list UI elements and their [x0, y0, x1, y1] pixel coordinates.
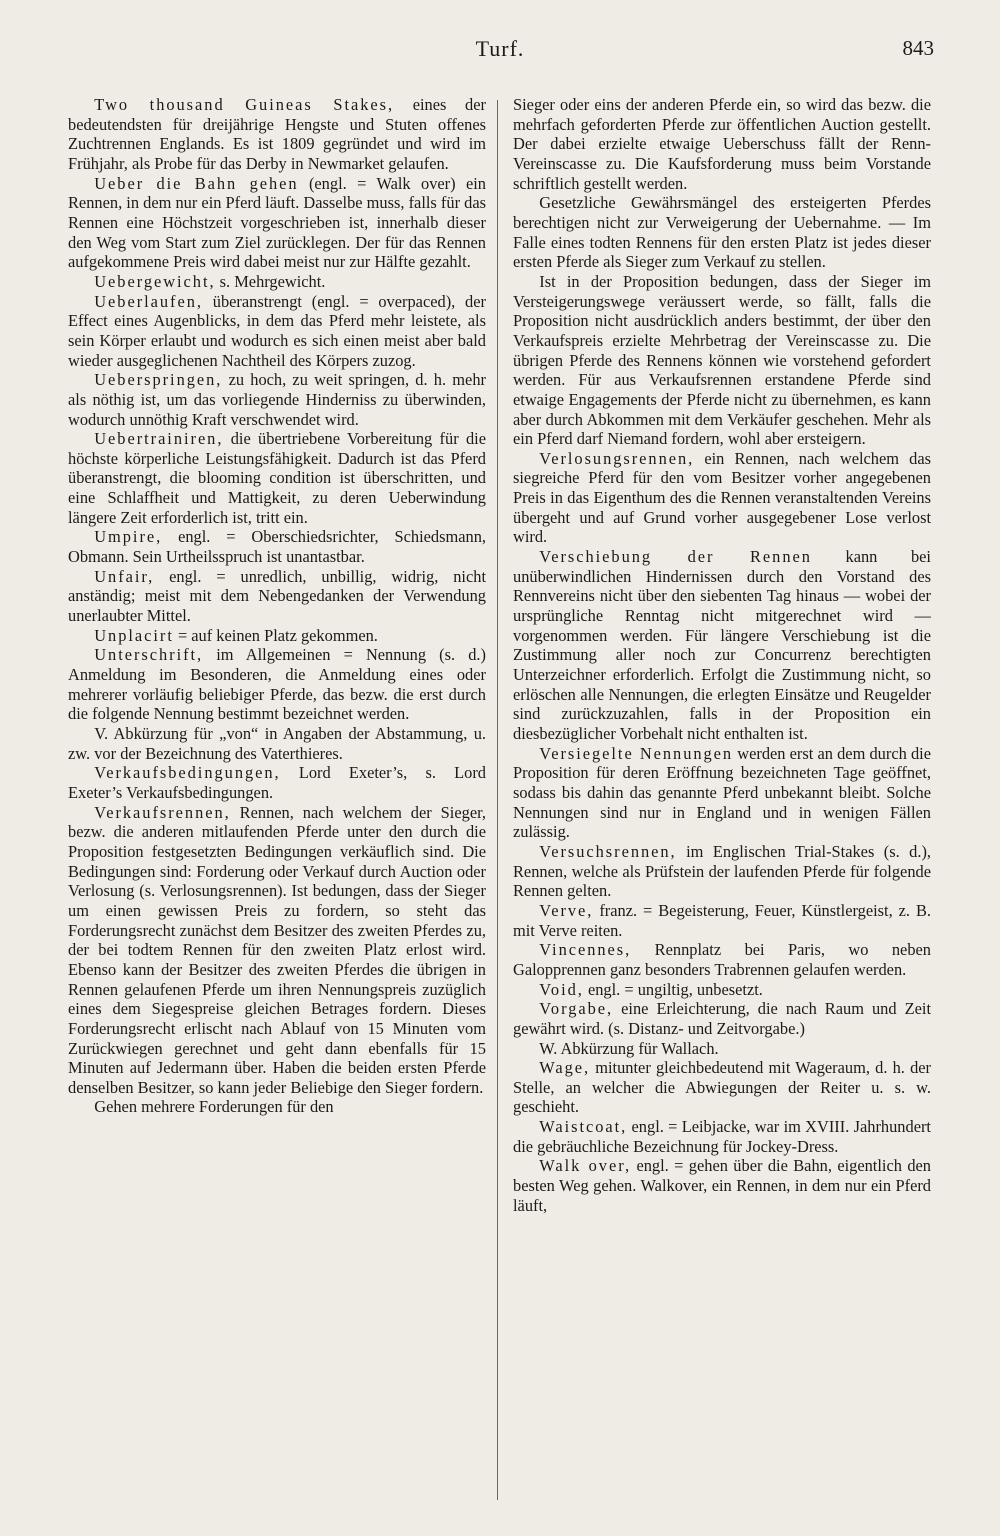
- entry-headword: Uebertrainiren,: [94, 429, 224, 449]
- dictionary-entry: [68, 429, 486, 527]
- dictionary-entry: [68, 1097, 486, 1117]
- entry-headword: Verkaufsrennen,: [94, 802, 231, 822]
- entry-text: Rennen, nach welchem der Sieger, bezw. die anderen mitlaufenden Pferde unter den durch die Proposition festgesetzten Bedingungen verkäuflich sind. Die Bedingungen sind: Forderung oder Verkauf durch Auction oder Verlosung (s. Verlosungsrennen). Ist bedungen, dass der Sieger um einen gewissen Preis zu fordern, so steht das Forderungsrecht zunächst dem Besitzer des zweiten Pferdes zu, der bei todtem Rennen für den zweiten Platz erlost wird. Ebenso kann der Besitzer des zweiten Pferdes die übrigen in Rennen gelaufenen Pferde um ihren Nennungspreis zuzüglich eines dem Siegespreise gleichen Betrages fordern. Dieses Forderungsrecht erlischt nach Ablauf von 15 Minuten vom Zurückwiegen gerechnet und geht dann ebenfalls für 15 Minuten auf Jedermann über. Haben die beiden ersten Pferde denselben Besitzer, so kann jeder Beliebige den Sieger fordern.: [68, 802, 486, 1097]
- column-divider: [497, 100, 498, 1500]
- entry-text: s. Mehrgewicht.: [215, 271, 326, 291]
- entry-text: die übertriebene Vorbereitung für die höchste körperliche Leistungsfähigkeit. Dadurch ist das Pferd überanstrengt, die blooming condition ist überschritten, und eine Schlaffheit und Mattigkeit, zu deren Ueberwindung längere Zeit erforderlich ist, tritt ein.: [68, 429, 486, 527]
- entry-text: Lord Exeter’s, s. Lord Exeter’s Verkaufsbedingungen.: [68, 763, 486, 802]
- entry-headword: Verschiebung der Rennen: [539, 547, 812, 567]
- entry-text: eines der bedeutendsten für dreijährige Hengste und Stuten offenes Zuchtrennen Englands. Es ist 1809 gegründet und wird im Frühjahr, als Probe für das Derby in Newmarket gelaufen.: [68, 95, 486, 173]
- dictionary-entry: [68, 95, 486, 174]
- dictionary-entry: [68, 272, 486, 292]
- dictionary-entry: [68, 724, 486, 763]
- entry-headword: Unterschrift,: [94, 645, 204, 665]
- running-title: Turf.: [475, 36, 525, 61]
- entry-headword: Ueberspringen,: [94, 370, 223, 390]
- dictionary-entry: [68, 626, 486, 646]
- entry-headword: Unplacirt: [94, 625, 174, 645]
- dictionary-entry: [68, 763, 486, 802]
- entry-text: im Allgemeinen = Nennung (s. d.) Anmeldung im Besonderen, die Anmeldung eines oder mehrerer vorläufig beliebiger Pferde, das bezw. die erst durch die folgende Nennung bestimmt bezeichnet werden.: [68, 645, 486, 724]
- entry-text: W. Abkürzung für Wallach.: [539, 1038, 719, 1058]
- entry-text: franz. = Begeisterung, Feuer, Künstlergeist, z. B. mit Verve reiten.: [513, 900, 931, 940]
- entry-headword: Walk over,: [539, 1156, 632, 1176]
- entry-text: (engl. = Walk over) ein Rennen, in dem nur ein Pferd läuft. Dasselbe muss, falls für das Rennen eine Höchstzeit vorgeschrieben ist, innerhalb dieser den Weg vom Start zum Ziel zurücklegen. Der für das Rennen aufgekommene Preis wird dabei meist nur zur Hälfte gezahlt.: [68, 173, 486, 272]
- dictionary-entry: [68, 370, 486, 429]
- entry-headword: Vincennes,: [539, 940, 632, 960]
- entry-headword: Uebergewicht,: [94, 271, 216, 291]
- entry-text: überanstrengt (engl. = overpaced), der Effect eines Augenblicks, in dem das Pferd mehr leistete, als sein Körper erlaubt und wodurch es sich einen meist aber bald wieder ausgeglichenen Nachtheil des Körpers zuzog.: [68, 291, 486, 370]
- entry-text: mitunter gleichbedeutend mit Wageraum, d. h. der Stelle, an welcher die Abwiegungen der Reiter u. s. w. geschieht.: [513, 1058, 931, 1117]
- entry-text: im Englischen Trial-Stakes (s. d.), Rennen, welche als Prüfstein der laufenden Pferde für folgende Rennen gelten.: [513, 841, 931, 901]
- dictionary-entry: [513, 1117, 931, 1156]
- dictionary-entry: [513, 272, 931, 449]
- entry-headword: Unfair,: [94, 566, 155, 586]
- dictionary-entry: [68, 645, 486, 724]
- entry-headword: Verve,: [539, 900, 594, 920]
- entry-headword: Versiegelte Nennungen: [539, 743, 734, 763]
- entry-text: Rennplatz bei Paris, wo neben Galopprennen ganz besonders Trabrennen gelaufen werden.: [513, 940, 931, 979]
- dictionary-entry: [513, 744, 931, 842]
- dictionary-entry: [513, 842, 931, 901]
- left-column: [68, 95, 486, 1515]
- dictionary-entry: [68, 803, 486, 1098]
- dictionary-entry: [513, 449, 931, 547]
- dictionary-entry: [68, 292, 486, 371]
- entry-text: engl. = gehen über die Bahn, eigentlich den besten Weg gehen. Walkover, ein Rennen, in dem nur ein Pferd läuft,: [513, 1156, 931, 1215]
- dictionary-entry: [68, 527, 486, 566]
- entry-text: V. Abkürzung für „von“ in Angaben der Abstammung, u. zw. vor der Bezeichnung des Vaterthieres.: [68, 724, 486, 763]
- dictionary-entry: [68, 174, 486, 272]
- entry-text: engl. = Oberschiedsrichter, Schiedsmann, Obmann. Sein Urtheilsspruch ist unantastbar.: [68, 527, 486, 567]
- entry-text: Gehen mehrere Forderungen für den: [94, 1097, 334, 1117]
- entry-text: kann bei unüberwindlichen Hindernissen durch den Vorstand des Rennvereins nicht über den siebenten Tag hinaus — wobei der ursprüngliche Renntag nicht mitgerechnet wird — vorgenommen werden. Für längere Verschiebung ist die Zustimmung aller noch zur Concurrenz berechtigten Unterzeichner erforderlich. Erfolgt die Zustimmung nicht, so erlöschen alle Nennungen, die erlegten Einsätze und Reugelder sind zurückzuzahlen, falls in der Proposition ein diesbezüglicher Vorbehalt nicht enthalten ist.: [513, 547, 931, 743]
- entry-headword: Verlosungsrennen,: [539, 448, 695, 468]
- entry-headword: Two thousand Guineas Stakes,: [94, 95, 395, 114]
- entry-text: Ist in der Proposition bedungen, dass der Sieger im Versteigerungswege veräussert werde, so fällt, falls die Proposition nicht ausdrücklich anders bestimmt, der über den Verkaufspreis erzielte Mehrbetrag der Vereinscasse zu. Die übrigen Pferde des Rennens können wie vorstehend gefordert werden. Für aus Verkaufsrennen erstandene Pferde sind etwaige Engagements der Pferde nicht zu übernehmen, es kann aber durch Abkommen mit dem Verkäufer geschehen. Mehr als ein Pferd darf Niemand fordern, wohl aber ersteigern.: [513, 271, 931, 449]
- right-column: [513, 95, 931, 1515]
- entry-text: engl. = unredlich, unbillig, widrig, nicht anständig; meist mit dem Nebengedanken der Verwendung unerlaubter Mittel.: [68, 566, 486, 626]
- dictionary-entry: [513, 1156, 931, 1215]
- entry-text: engl. = Leibjacke, war im XVIII. Jahrhundert die gebräuchliche Bezeichnung für Jockey-Dress.: [513, 1117, 931, 1156]
- dictionary-entry: [513, 901, 931, 940]
- entry-headword: Verkaufsbedingungen,: [94, 763, 281, 783]
- dictionary-entry: [513, 1058, 931, 1117]
- entry-headword: Versuchsrennen,: [539, 841, 677, 861]
- entry-headword: Umpire,: [94, 527, 163, 547]
- dictionary-entry: [68, 567, 486, 626]
- dictionary-entry: [513, 940, 931, 979]
- entry-text: werden erst an dem durch die Proposition für deren Eröffnung bezeichneten Tage geöffnet, sodass bis dahin das genannte Pferd unbekannt bleibt. Solche Nennungen sind nur in England und in wenigen Fällen zulässig.: [513, 743, 931, 842]
- entry-text: Gesetzliche Gewährsmängel des ersteigerten Pferdes berechtigen nicht zur Verweigerung der Uebernahme. — Im Falle eines todten Rennens für den ersten Platz ist jedes dieser ersten Pferde als Sieger zum Verkauf zu stellen.: [513, 193, 931, 272]
- entry-text: ein Rennen, nach welchem das siegreiche Pferd für den vom Besitzer vorher angegebenen Preis in das Eigenthum des die Rennen veranstaltenden Vereins übergeht und auf Grund vorher ausgegebener Lose verlost wird.: [513, 448, 931, 547]
- entry-text: eine Erleichterung, die nach Raum und Zeit gewährt wird. (s. Distanz- und Zeitvorgabe.): [513, 999, 931, 1038]
- dictionary-entry: [513, 1039, 931, 1059]
- dictionary-entry: [513, 999, 931, 1038]
- dictionary-entry: [513, 980, 931, 1000]
- entry-headword: Vorgabe,: [539, 999, 614, 1019]
- dictionary-entry: [513, 547, 931, 744]
- entry-headword: Wage,: [539, 1058, 591, 1078]
- entry-headword: Waistcoat,: [539, 1117, 628, 1137]
- dictionary-entry: [513, 193, 931, 272]
- entry-headword: Ueber die Bahn gehen: [94, 173, 299, 193]
- entry-text: = auf keinen Platz gekommen.: [173, 625, 378, 645]
- page-number: 843: [902, 36, 934, 60]
- entry-text: engl. = ungiltig, unbesetzt.: [583, 979, 763, 999]
- entry-text: zu hoch, zu weit springen, d. h. mehr als nöthig ist, um das vorliegende Hinderniss zu überwinden, wodurch unnöthig Kraft verschwendet wird.: [68, 370, 486, 429]
- running-header: [66, 36, 934, 70]
- dictionary-entry: [513, 95, 931, 193]
- entry-headword: Ueberlaufen,: [94, 291, 203, 311]
- entry-headword: Void,: [539, 979, 584, 999]
- entry-text: Sieger oder eins der anderen Pferde ein, so wird das bezw. die mehrfach geforderten Pferde zur öffentlichen Auction gestellt. Der dabei erzielte etwaige Ueberschuss fällt der Renn-Vereinscasse zu. Die Kaufsforderung muss beim Vorstande schriftlich gestellt werden.: [513, 95, 931, 193]
